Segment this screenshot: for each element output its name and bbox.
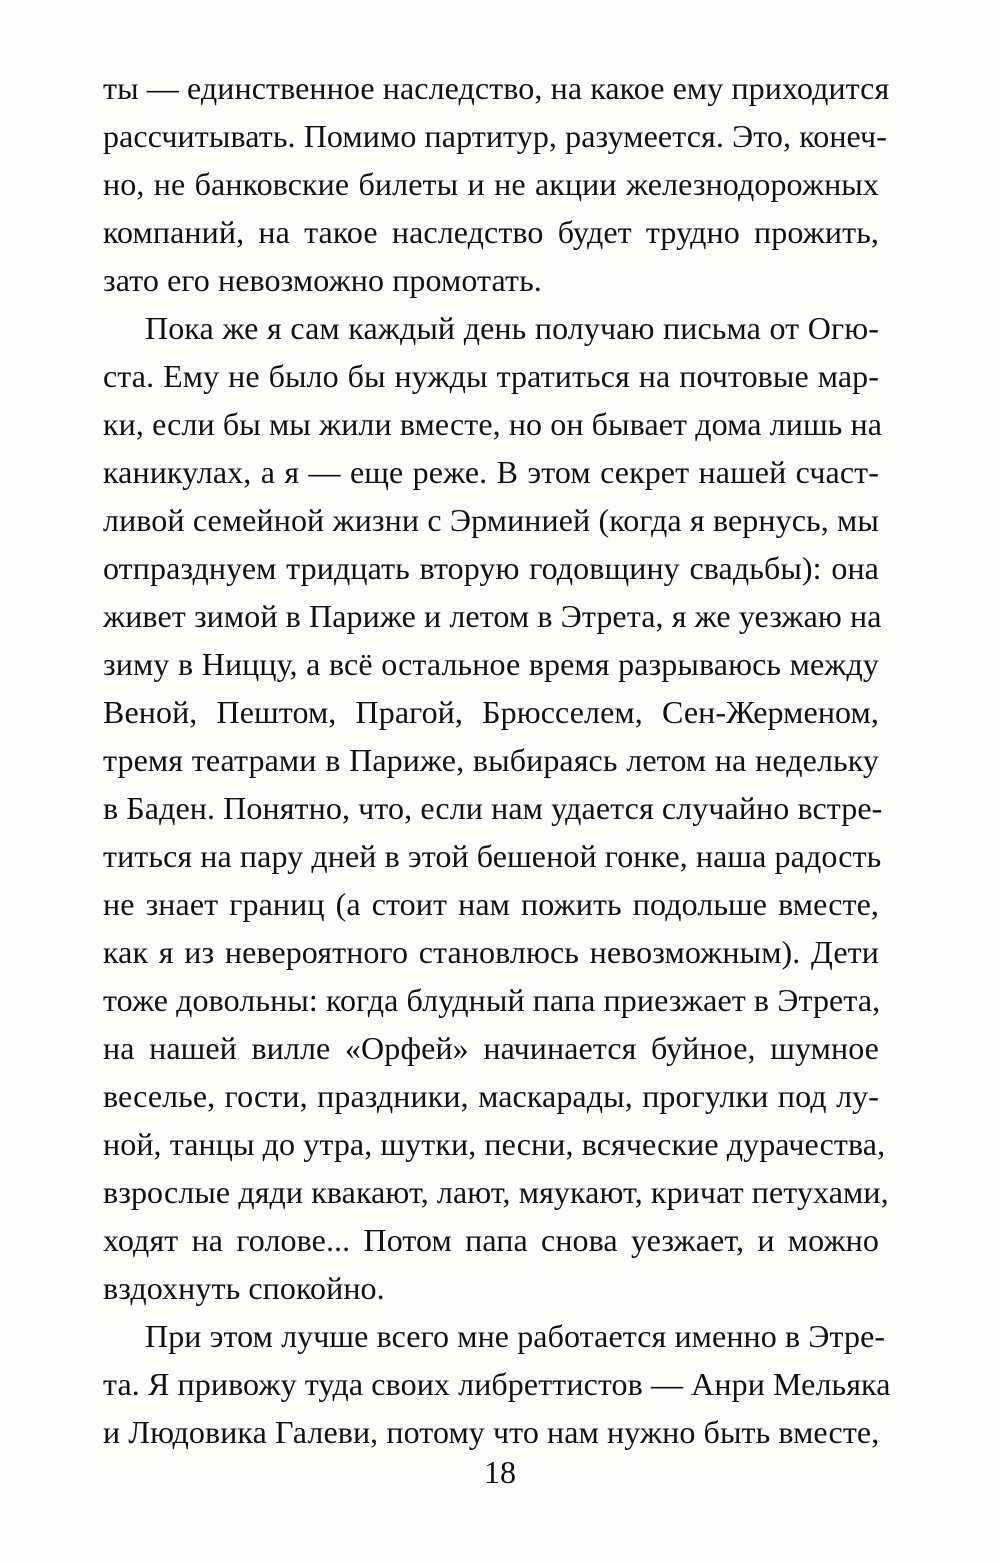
text-line: ки, если бы мы жили вместе, но он бывает дома лишь на: [103, 406, 883, 442]
page-number: 18: [484, 1454, 516, 1490]
text-line: ной, танцы до утра, шутки, песни, всяческие дурачества,: [103, 1126, 886, 1162]
text-line: зиму в Ниццу, а всё остальное время разрываюсь между: [103, 646, 879, 682]
text-line: взрослые дяди квакают, лают, мяукают, кричат петухами,: [103, 1174, 889, 1210]
text-line: в Баден. Понятно, что, если нам удается случайно встре-: [103, 790, 883, 826]
text-line: рассчитывать. Помимо партитур, разумеется. Это, конеч-: [103, 118, 888, 154]
text-line: вздохнуть спокойно.: [103, 1270, 385, 1306]
text-line: ходят на голове... Потом папа снова уезжает, и можно: [103, 1222, 879, 1258]
text-line: на нашей вилле «Орфей» начинается буйное, шумное: [103, 1030, 879, 1066]
text-line: тоже довольны: когда блудный папа приезжает в Этрета,: [103, 982, 881, 1018]
text-line: каникулах, а я — еще реже. В этом секрет нашей счаст-: [103, 454, 879, 490]
text-line: При этом лучше всего мне работается именно в Этре-: [145, 1318, 886, 1354]
text-line: тремя театрами в Париже, выбираясь летом на недельку: [103, 742, 879, 778]
text-line: та. Я привожу туда своих либреттистов — Анри Мельяка: [103, 1366, 891, 1402]
text-line: отпразднуем тридцать вторую годовщину свадьбы): она: [103, 550, 879, 586]
text-line: ливой семейной жизни с Эрминией (когда я вернусь, мы: [103, 502, 879, 538]
text-line: Пока же я сам каждый день получаю письма от Огю-: [145, 310, 879, 346]
text-line: ты — единственное наследство, на какое ему приходится: [103, 70, 890, 106]
text-line: и Людовика Галеви, потому что нам нужно быть вместе,: [103, 1414, 880, 1450]
text-line: не знает границ (а стоит нам пожить подольше вместе,: [103, 886, 879, 922]
text-line: ста. Ему не было бы нужды тратиться на почтовые мар-: [103, 358, 879, 394]
text-line: как я из невероятного становлюсь невозможным). Дети: [103, 934, 879, 970]
text-line: титься на пару дней в этой бешеной гонке, наша радость: [103, 838, 882, 874]
text-line: веселье, гости, праздники, маскарады, прогулки под лу-: [103, 1078, 879, 1114]
text-line: Веной, Пештом, Прагой, Брюсселем, Сен-Жерменом,: [103, 694, 879, 730]
text-line: но, не банковские билеты и не акции железнодорожных: [103, 166, 879, 202]
text-line: компаний, на такое наследство будет трудно прожить,: [103, 214, 879, 250]
text-line: живет зимой в Париже и летом в Этрета, я же уезжаю на: [103, 598, 882, 634]
text-line: зато его невозможно промотать.: [103, 262, 542, 298]
